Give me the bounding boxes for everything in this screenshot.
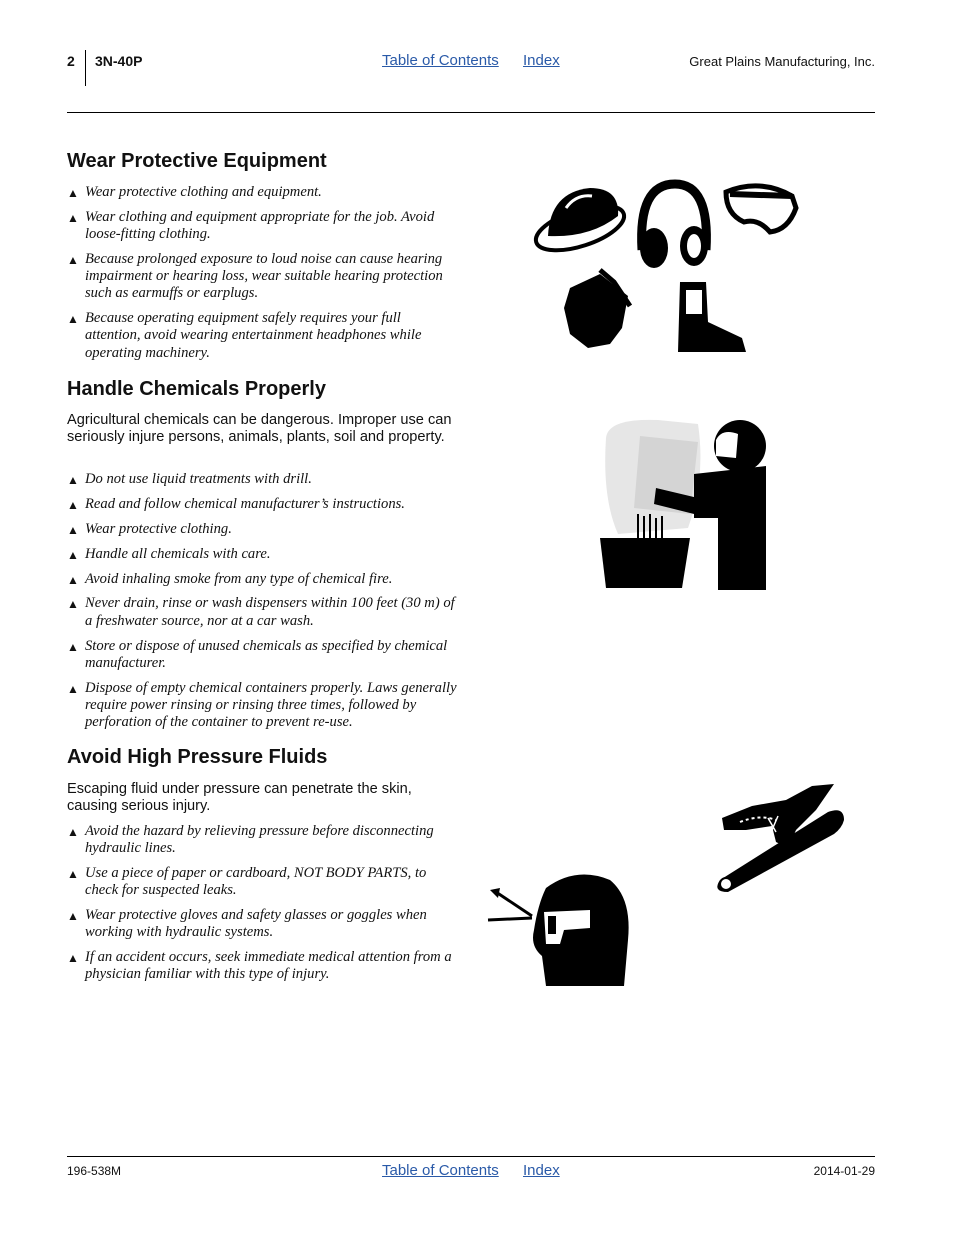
triangle-bullet-icon: ▲ xyxy=(67,186,79,200)
index-link-bottom[interactable]: Index xyxy=(523,1162,560,1179)
index-link-top[interactable]: Index xyxy=(523,52,560,69)
earmuffs-icon xyxy=(640,184,708,268)
list-item: ▲ Never drain, rinse or wash dispensers within 100 feet (30 m) of a freshwater source, nor at a car wash. xyxy=(67,595,455,629)
document-date: 2014-01-29 xyxy=(813,1164,875,1178)
protective-gear-illustration xyxy=(530,178,810,358)
list-item: ▲ Wear clothing and equipment appropriate for the job. Avoid loose-fitting clothing. xyxy=(67,208,435,243)
list-item: ▲ Use a piece of paper or cardboard, NOT BODY PARTS, to check for suspected leaks. xyxy=(67,865,427,899)
section-title-protective: Wear Protective Equipment xyxy=(67,150,327,172)
hand-puncture-icon xyxy=(716,782,848,892)
triangle-bullet-icon: ▲ xyxy=(67,210,79,225)
footer-rule xyxy=(67,1156,875,1157)
triangle-bullet-icon: ▲ xyxy=(67,252,79,267)
triangle-bullet-icon: ▲ xyxy=(67,497,79,512)
list-item: ▲ Handle all chemicals with care. xyxy=(67,546,459,563)
model-name: 3N-40P xyxy=(95,53,143,69)
toc-link-top[interactable]: Table of Contents xyxy=(382,52,499,69)
triangle-bullet-icon: ▲ xyxy=(67,825,79,839)
triangle-bullet-icon: ▲ xyxy=(67,522,79,537)
triangle-bullet-icon: ▲ xyxy=(67,909,79,924)
list-item: ▲ Because operating equipment safely requires your full attention, avoid wearing entertainment headphones while operating machinery. xyxy=(67,310,422,361)
page-number: 2 xyxy=(67,53,75,69)
triangle-bullet-icon: ▲ xyxy=(67,951,79,966)
triangle-bullet-icon: ▲ xyxy=(67,597,79,612)
list-item: ▲ Store or dispose of unused chemicals as specified by chemical manufacturer. xyxy=(67,637,448,671)
protective-list xyxy=(67,184,459,370)
face-shield-icon xyxy=(486,868,634,990)
company-name: Great Plains Manufacturing, Inc. xyxy=(689,54,875,69)
pressure-intro: Escaping fluid under pressure can penetrate the skin, causing serious injury. xyxy=(67,781,412,814)
triangle-bullet-icon: ▲ xyxy=(67,547,79,562)
list-item: ▲ Wear protective clothing. xyxy=(67,521,459,538)
list-item: ▲ Read and follow chemical manufacturer’s instructions. xyxy=(67,496,459,513)
list-item: ▲ Wear protective clothing and equipment. xyxy=(67,184,459,201)
list-item: ▲ Because prolonged exposure to loud noise can cause hearing impairment or hearing loss, wear suitable hearing protection such as earmuffs or earplugs. xyxy=(67,250,443,302)
list-item: ▲ Avoid the hazard by relieving pressure before disconnecting hydraulic lines. xyxy=(67,823,434,857)
triangle-bullet-icon: ▲ xyxy=(67,572,79,587)
list-item: ▲ Dispose of empty chemical containers properly. Laws generally require power rinsing or rinsing three times, followed by perforation of the container to prevent re-use. xyxy=(67,679,457,731)
gloves-icon xyxy=(564,270,630,348)
triangle-bullet-icon: ▲ xyxy=(67,639,79,654)
list-item: ▲ Do not use liquid treatments with drill. xyxy=(67,471,459,488)
list-item: ▲ Avoid inhaling smoke from any type of chemical fire. xyxy=(67,571,459,588)
triangle-bullet-icon: ▲ xyxy=(67,312,79,327)
list-item: ▲ If an accident occurs, seek immediate medical attention from a physician familiar with this type of injury. xyxy=(67,949,452,983)
header-divider xyxy=(85,50,86,86)
goggles-icon xyxy=(726,186,796,232)
hard-hat-icon xyxy=(531,188,630,259)
header-rule xyxy=(67,112,875,113)
chemical-handler-icon xyxy=(598,418,770,592)
pressure-list xyxy=(67,823,459,991)
boot-icon xyxy=(678,282,746,352)
toc-link-bottom[interactable]: Table of Contents xyxy=(382,1162,499,1179)
list-item: ▲ Wear protective gloves and safety glasses or goggles when working with hydraulic systems. xyxy=(67,907,427,941)
triangle-bullet-icon: ▲ xyxy=(67,681,79,696)
section-title-chemicals: Handle Chemicals Properly xyxy=(67,378,326,400)
document-code: 196-538M xyxy=(67,1164,122,1178)
triangle-bullet-icon: ▲ xyxy=(67,867,79,882)
chemicals-list xyxy=(67,471,459,739)
triangle-bullet-icon: ▲ xyxy=(67,473,79,487)
section-title-pressure: Avoid High Pressure Fluids xyxy=(67,746,328,768)
chemicals-intro: Agricultural chemicals can be dangerous. Improper use can seriously injure persons, animals, plants, soil and property. xyxy=(67,412,452,445)
